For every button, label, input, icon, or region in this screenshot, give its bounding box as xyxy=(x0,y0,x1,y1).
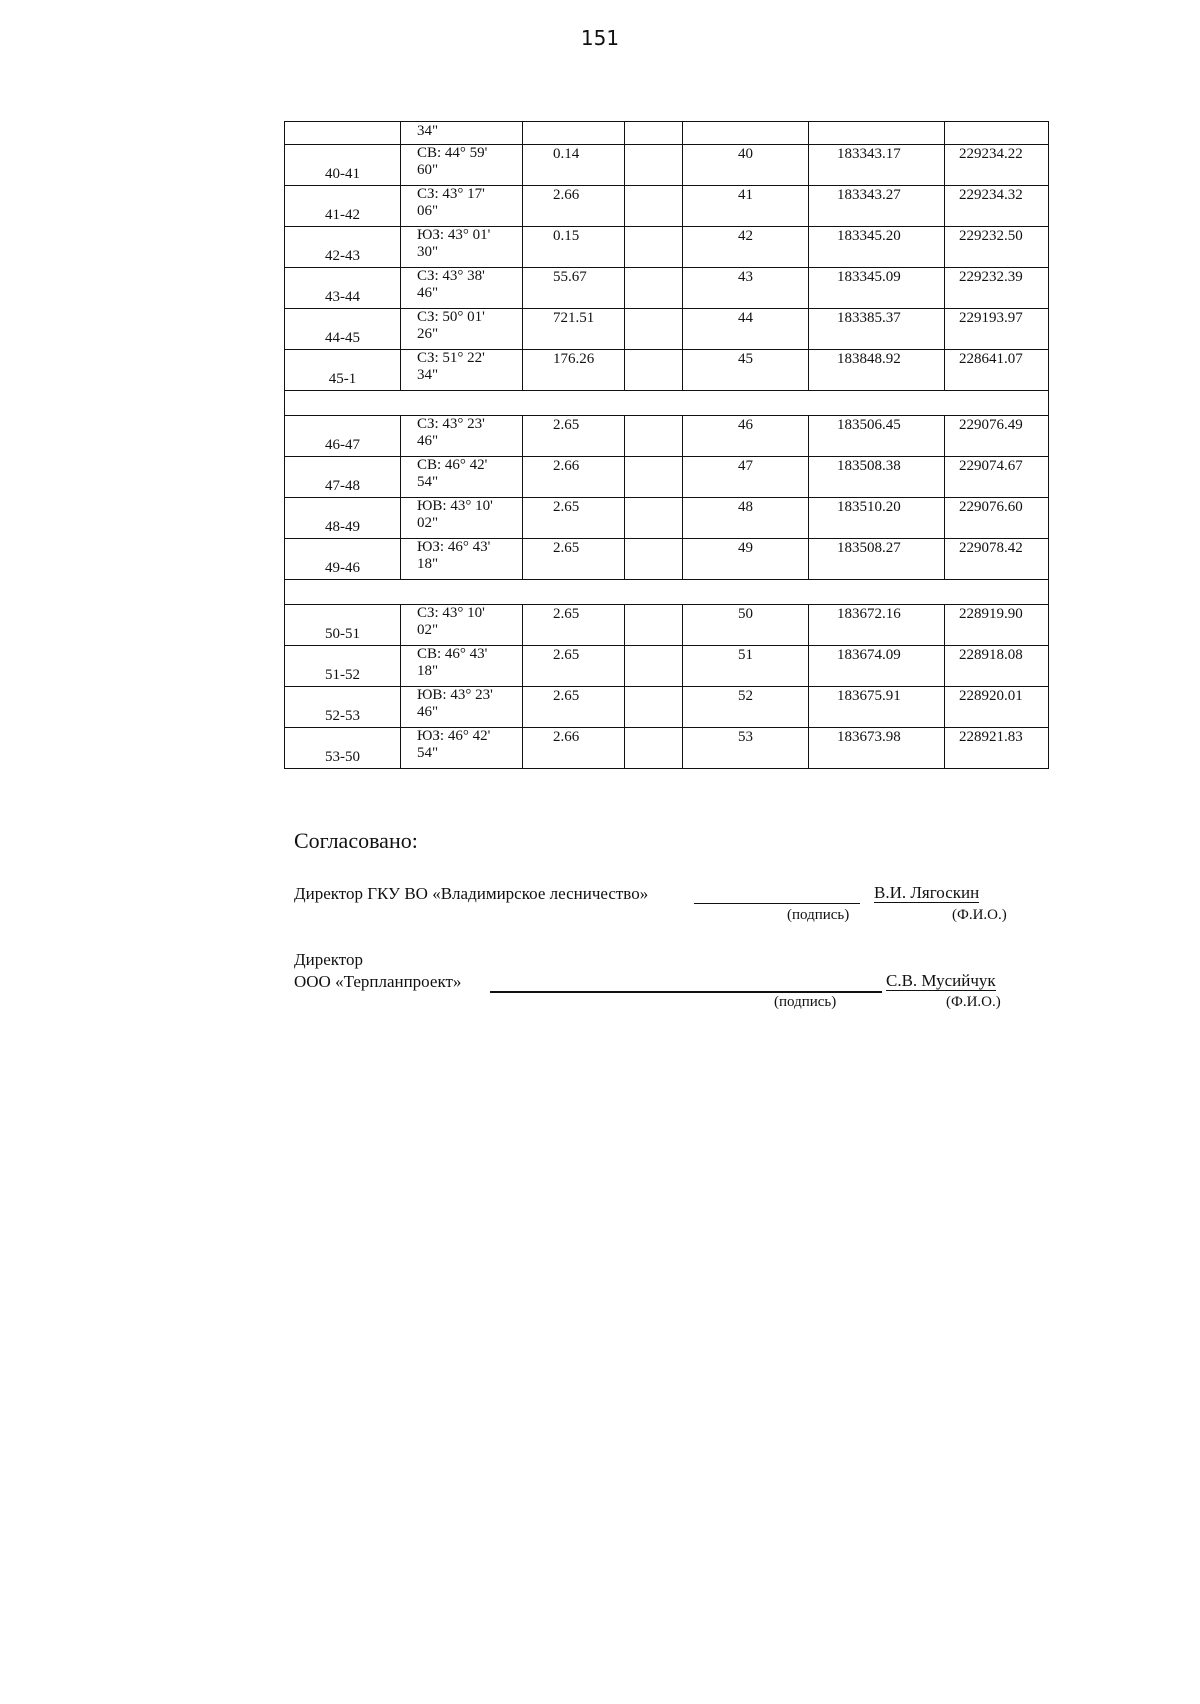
signer1-name-caption: (Ф.И.О.) xyxy=(952,907,1007,923)
bearing-cell xyxy=(401,145,523,186)
y-coordinate: 229234.32 xyxy=(959,187,1023,203)
bearing-cell xyxy=(401,122,523,145)
length-text: 2.66 xyxy=(553,458,580,474)
point-text: 42 xyxy=(738,228,753,244)
y-coordinate: 228920.01 xyxy=(959,688,1023,704)
table-row xyxy=(285,186,1049,227)
length-text: 0.14 xyxy=(553,146,580,162)
point-text: 51 xyxy=(738,647,753,663)
y-cell xyxy=(945,605,1049,646)
length-cell xyxy=(523,687,625,728)
table-row xyxy=(285,309,1049,350)
x-cell xyxy=(809,268,945,309)
point-text: 44 xyxy=(738,310,753,326)
x-cell xyxy=(809,498,945,539)
point-cell xyxy=(683,416,809,457)
bearing-line2: 46" xyxy=(417,433,439,449)
bearing-line1: СЗ: 43° 23' xyxy=(417,416,485,432)
x-coordinate: 183674.09 xyxy=(837,647,901,663)
signer2-name: С.В. Мусийчук xyxy=(886,971,996,990)
segment-text: 50-51 xyxy=(325,626,360,642)
blank-cell xyxy=(625,605,683,646)
point-cell xyxy=(683,539,809,580)
y-coordinate: 229076.49 xyxy=(959,417,1023,433)
length-cell xyxy=(523,186,625,227)
y-coordinate: 228918.08 xyxy=(959,647,1023,663)
segment-cell xyxy=(285,539,401,580)
bearing-line2: 46" xyxy=(417,704,439,720)
y-coordinate: 229074.67 xyxy=(959,458,1023,474)
x-cell xyxy=(809,539,945,580)
y-cell xyxy=(945,687,1049,728)
x-coordinate: 183508.27 xyxy=(837,540,901,556)
segment-cell xyxy=(285,605,401,646)
x-coordinate: 183510.20 xyxy=(837,499,901,515)
x-coordinate: 183848.92 xyxy=(837,351,901,367)
segment-text: 53-50 xyxy=(325,749,360,765)
bearing-line2: 06" xyxy=(417,203,439,219)
x-coordinate: 183673.98 xyxy=(837,729,901,745)
segment-text: 44-45 xyxy=(325,330,360,346)
length-text: 721.51 xyxy=(553,310,595,326)
point-cell xyxy=(683,309,809,350)
point-cell xyxy=(683,186,809,227)
length-cell xyxy=(523,145,625,186)
point-cell xyxy=(683,457,809,498)
y-coordinate: 229232.50 xyxy=(959,228,1023,244)
segment-cell xyxy=(285,498,401,539)
bearing-line1: ЮВ: 43° 23' xyxy=(417,687,493,703)
point-cell xyxy=(683,728,809,769)
point-text: 48 xyxy=(738,499,753,515)
length-text: 2.65 xyxy=(553,606,580,622)
y-coordinate: 229232.39 xyxy=(959,269,1023,285)
point-cell xyxy=(683,227,809,268)
point-cell xyxy=(683,268,809,309)
bearing-line2: 46" xyxy=(417,285,439,301)
length-cell xyxy=(523,539,625,580)
point-cell xyxy=(683,122,809,145)
segment-cell xyxy=(285,227,401,268)
length-text: 0.15 xyxy=(553,228,580,244)
bearing-line1: СЗ: 50° 01' xyxy=(417,309,485,325)
y-coordinate: 228921.83 xyxy=(959,729,1023,745)
x-cell xyxy=(809,145,945,186)
bearing-cell xyxy=(401,687,523,728)
blank-cell xyxy=(625,646,683,687)
length-text: 55.67 xyxy=(553,269,587,285)
bearing-line2: 34" xyxy=(417,367,439,383)
point-cell xyxy=(683,498,809,539)
length-text: 2.66 xyxy=(553,187,580,203)
separator-row xyxy=(285,580,1049,605)
x-cell xyxy=(809,646,945,687)
y-cell xyxy=(945,268,1049,309)
length-cell xyxy=(523,498,625,539)
bearing-line1: ЮЗ: 46° 42' xyxy=(417,728,491,744)
bearing-cell xyxy=(401,227,523,268)
length-text: 2.65 xyxy=(553,417,580,433)
segment-text: 49-46 xyxy=(325,560,360,576)
bearing-line2: 02" xyxy=(417,515,439,531)
x-coordinate: 183506.45 xyxy=(837,417,901,433)
y-cell xyxy=(945,539,1049,580)
length-cell xyxy=(523,646,625,687)
bearing-line1: ЮВ: 43° 10' xyxy=(417,498,493,514)
x-cell xyxy=(809,186,945,227)
x-coordinate: 183675.91 xyxy=(837,688,901,704)
bearing-line1: СЗ: 43° 38' xyxy=(417,268,485,284)
blank-cell xyxy=(625,416,683,457)
bearing-cell xyxy=(401,416,523,457)
table-row xyxy=(285,145,1049,186)
length-cell xyxy=(523,728,625,769)
segment-cell xyxy=(285,122,401,145)
x-coordinate: 183345.20 xyxy=(837,228,901,244)
x-coordinate: 183343.27 xyxy=(837,187,901,203)
length-text: 2.65 xyxy=(553,499,580,515)
table-row xyxy=(285,687,1049,728)
signer2-position-line2: ООО «Терпланпроект» xyxy=(294,972,462,991)
y-cell xyxy=(945,416,1049,457)
blank-cell xyxy=(625,186,683,227)
separator-cell xyxy=(285,391,1049,416)
table-row xyxy=(285,227,1049,268)
segment-cell xyxy=(285,728,401,769)
bearing-line1: СВ: 44° 59' xyxy=(417,145,488,161)
bearing-line1: СЗ: 43° 17' xyxy=(417,186,485,202)
signer1-name: В.И. Лягоскин xyxy=(874,883,980,902)
point-cell xyxy=(683,646,809,687)
table-row xyxy=(285,646,1049,687)
segment-text: 46-47 xyxy=(325,437,360,453)
y-cell xyxy=(945,227,1049,268)
segment-cell xyxy=(285,457,401,498)
bearing-line2: 18" xyxy=(417,663,439,679)
segment-cell xyxy=(285,268,401,309)
segment-text: 45-1 xyxy=(328,371,357,387)
point-text: 53 xyxy=(738,729,753,745)
point-text: 50 xyxy=(738,606,753,622)
segment-cell xyxy=(285,350,401,391)
bearing-cell xyxy=(401,268,523,309)
x-cell xyxy=(809,122,945,145)
bearing-line1: СЗ: 51° 22' xyxy=(417,350,485,366)
x-coordinate: 183343.17 xyxy=(837,146,901,162)
length-text: 2.65 xyxy=(553,540,580,556)
point-cell xyxy=(683,687,809,728)
table-row xyxy=(285,457,1049,498)
y-cell xyxy=(945,122,1049,145)
point-text: 45 xyxy=(738,351,753,367)
length-text: 2.65 xyxy=(553,688,580,704)
signer2-name-caption: (Ф.И.О.) xyxy=(946,994,1001,1010)
y-coordinate: 229234.22 xyxy=(959,146,1023,162)
blank-cell xyxy=(625,122,683,145)
bearing-cell xyxy=(401,498,523,539)
point-text: 49 xyxy=(738,540,753,556)
segment-text: 48-49 xyxy=(325,519,360,535)
segment-text: 47-48 xyxy=(325,478,360,494)
bearing-cell xyxy=(401,539,523,580)
blank-cell xyxy=(625,498,683,539)
y-coordinate: 229078.42 xyxy=(959,540,1023,556)
blank-cell xyxy=(625,539,683,580)
blank-cell xyxy=(625,687,683,728)
separator-cell xyxy=(285,580,1049,605)
table-row xyxy=(285,122,1049,145)
table-row xyxy=(285,498,1049,539)
bearing-line2: 02" xyxy=(417,622,439,638)
table-row xyxy=(285,605,1049,646)
bearing-line2: 30" xyxy=(417,244,439,260)
y-cell xyxy=(945,498,1049,539)
length-cell xyxy=(523,268,625,309)
y-cell xyxy=(945,309,1049,350)
blank-cell xyxy=(625,457,683,498)
point-text: 40 xyxy=(738,146,753,162)
signer1-sign-caption: (подпись) xyxy=(787,907,850,923)
x-cell xyxy=(809,416,945,457)
bearing-text: 34" xyxy=(417,123,439,139)
length-cell xyxy=(523,309,625,350)
point-cell xyxy=(683,605,809,646)
bearing-cell xyxy=(401,728,523,769)
x-coordinate: 183385.37 xyxy=(837,310,901,326)
blank-cell xyxy=(625,227,683,268)
length-cell xyxy=(523,416,625,457)
bearing-cell xyxy=(401,457,523,498)
bearing-cell xyxy=(401,605,523,646)
segment-text: 40-41 xyxy=(325,166,360,182)
table-row xyxy=(285,539,1049,580)
segment-text: 52-53 xyxy=(325,708,360,724)
length-text: 2.65 xyxy=(553,647,580,663)
separator-row xyxy=(285,391,1049,416)
y-cell xyxy=(945,186,1049,227)
bearing-line2: 54" xyxy=(417,474,439,490)
length-cell xyxy=(523,605,625,646)
x-cell xyxy=(809,350,945,391)
y-coordinate: 229193.97 xyxy=(959,310,1023,326)
page-number: 151 xyxy=(580,26,620,50)
segment-text: 43-44 xyxy=(325,289,360,305)
segment-cell xyxy=(285,416,401,457)
table-row xyxy=(285,268,1049,309)
segment-cell xyxy=(285,309,401,350)
point-text: 46 xyxy=(738,417,753,433)
bearing-line2: 54" xyxy=(417,745,439,761)
blank-cell xyxy=(625,728,683,769)
x-coordinate: 183672.16 xyxy=(837,606,901,622)
bearing-line2: 60" xyxy=(417,162,439,178)
blank-cell xyxy=(625,145,683,186)
table-row xyxy=(285,416,1049,457)
point-cell xyxy=(683,350,809,391)
bearing-line2: 18" xyxy=(417,556,439,572)
point-text: 52 xyxy=(738,688,753,704)
y-cell xyxy=(945,646,1049,687)
segment-text: 51-52 xyxy=(325,667,360,683)
blank-cell xyxy=(625,350,683,391)
point-cell xyxy=(683,145,809,186)
x-cell xyxy=(809,227,945,268)
segment-cell xyxy=(285,145,401,186)
y-cell xyxy=(945,145,1049,186)
blank-cell xyxy=(625,309,683,350)
segment-cell xyxy=(285,646,401,687)
x-coordinate: 183508.38 xyxy=(837,458,901,474)
y-coordinate: 228641.07 xyxy=(959,351,1023,367)
bearing-cell xyxy=(401,309,523,350)
point-text: 47 xyxy=(738,458,753,474)
signer1-position: Директор ГКУ ВО «Владимирское лесничество» xyxy=(294,884,649,903)
bearing-cell xyxy=(401,350,523,391)
segment-text: 42-43 xyxy=(325,248,360,264)
length-text: 176.26 xyxy=(553,351,595,367)
y-cell xyxy=(945,350,1049,391)
x-coordinate: 183345.09 xyxy=(837,269,901,285)
x-cell xyxy=(809,687,945,728)
bearing-line1: СВ: 46° 42' xyxy=(417,457,488,473)
coordinates-table-body xyxy=(285,122,1049,769)
y-cell xyxy=(945,457,1049,498)
segment-text: 41-42 xyxy=(325,207,360,223)
signer1-signature-line xyxy=(694,885,860,904)
point-text: 41 xyxy=(738,187,753,203)
x-cell xyxy=(809,309,945,350)
length-text: 2.66 xyxy=(553,729,580,745)
length-cell xyxy=(523,457,625,498)
signer2-signature-line xyxy=(490,973,882,993)
bearing-cell xyxy=(401,186,523,227)
y-cell xyxy=(945,728,1049,769)
blank-cell xyxy=(625,268,683,309)
y-coordinate: 229076.60 xyxy=(959,499,1023,515)
approval-heading: Согласовано: xyxy=(294,828,418,853)
signer2-position-line1: Директор xyxy=(294,950,363,969)
bearing-line1: СВ: 46° 43' xyxy=(417,646,488,662)
point-text: 43 xyxy=(738,269,753,285)
table-row xyxy=(285,728,1049,769)
bearing-line1: СЗ: 43° 10' xyxy=(417,605,485,621)
bearing-line1: ЮЗ: 46° 43' xyxy=(417,539,491,555)
table-row xyxy=(285,350,1049,391)
x-cell xyxy=(809,728,945,769)
length-cell xyxy=(523,350,625,391)
bearing-cell xyxy=(401,646,523,687)
bearing-line1: ЮЗ: 43° 01' xyxy=(417,227,491,243)
length-cell xyxy=(523,122,625,145)
signer2-sign-caption: (подпись) xyxy=(774,994,837,1010)
y-coordinate: 228919.90 xyxy=(959,606,1023,622)
x-cell xyxy=(809,457,945,498)
coordinates-table xyxy=(284,121,1049,769)
x-cell xyxy=(809,605,945,646)
bearing-line2: 26" xyxy=(417,326,439,342)
segment-cell xyxy=(285,186,401,227)
segment-cell xyxy=(285,687,401,728)
length-cell xyxy=(523,227,625,268)
